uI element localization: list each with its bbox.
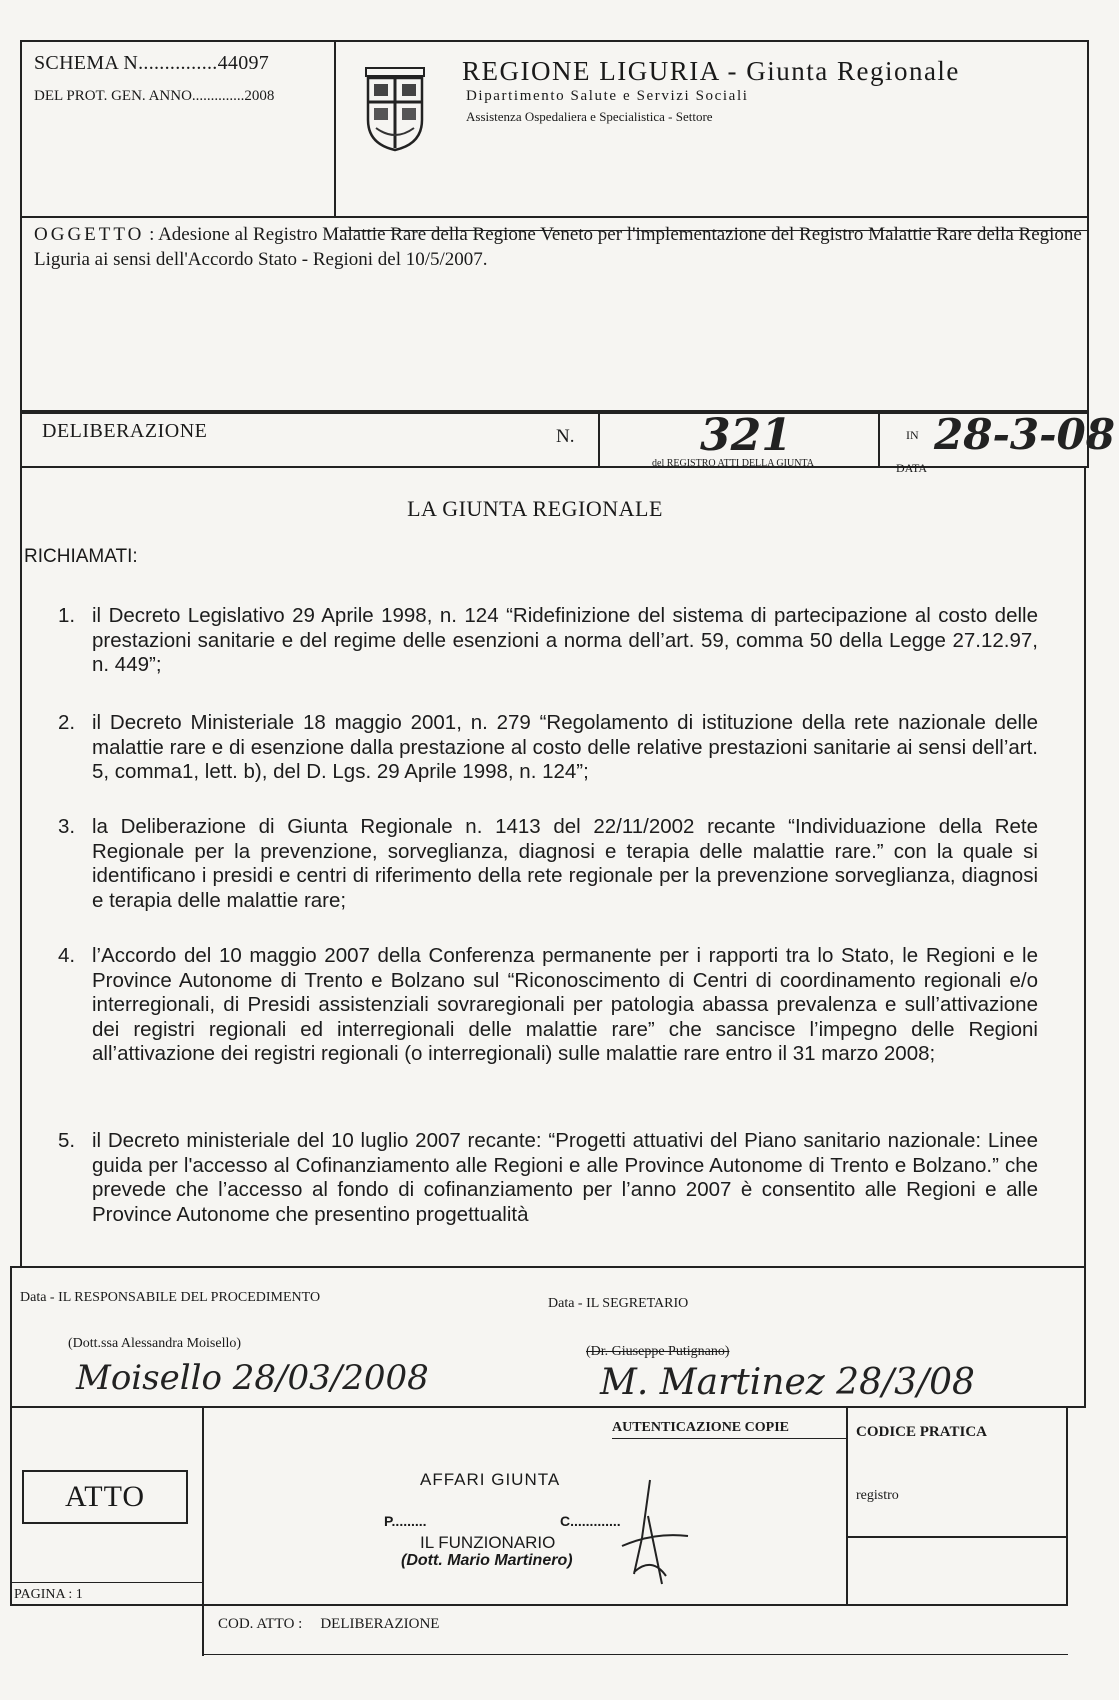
body-left-rule: [20, 466, 22, 1266]
oggetto-block: [34, 222, 1084, 272]
list-item: [58, 604, 1038, 684]
number-label: N.: [556, 426, 575, 447]
funzionario-name: (Dott. Mario Martinero): [401, 1552, 573, 1569]
funzionario-signature-mark: [604, 1476, 694, 1588]
registro-value: registro: [856, 1488, 899, 1503]
deliberazione-label: DELIBERAZIONE: [42, 420, 208, 442]
header-divider: [334, 40, 336, 218]
responsabile-label: Data - IL RESPONSABILE DEL PROCEDIMENTO: [20, 1290, 321, 1305]
signature-left-rule: [10, 1266, 12, 1406]
list-item: [58, 711, 1038, 791]
responsabile-name: (Dott.ssa Alessandra Moisello): [68, 1336, 242, 1351]
item-text: il Decreto Ministeriale 18 maggio 2001, n. 279 “Regolamento di istituzione della rete nazionale delle malattie rare e di esenzione dalla prestazione al costo delle relative prestazioni sanitarie ai sensi dell’art. 5, comma1, lett. b), del D. Lgs. 29 Aprile 1998, n. 124”;: [92, 711, 1038, 783]
oggetto-label: OGGETTO: [34, 224, 145, 245]
item-text: la Deliberazione di Giunta Regionale n. 1413 del 22/11/2002 recante “Individuazione della Rete Regionale per la prevenzione, sorveglianza, diagnosi e terapia delle malattie rare.” con la quale si identificano i presidi e centri di riferimento della rete regionale per la prevenzione sorveglianza, diagnosi e terapia delle malattie rare;: [92, 815, 1038, 912]
data-label: DATA: [896, 461, 928, 475]
codice-rule: [846, 1536, 1066, 1538]
footer-divider-1: [202, 1406, 204, 1656]
funzionario-label: IL FUNZIONARIO: [420, 1533, 556, 1552]
footer-divider-2: [846, 1406, 848, 1606]
header-bottom-rule: [20, 216, 1087, 218]
footer-top-rule: [10, 1406, 1086, 1408]
region-title: REGIONE LIGURIA - Giunta Regionale: [462, 56, 960, 86]
footer-left-rule: [10, 1406, 12, 1606]
item-text: il Decreto Legislativo 29 Aprile 1998, n. 124 “Ridefinizione del sistema di partecipazione al costo delle prestazioni sanitarie e del regime delle esenzioni a norma dell’art. 59, comma 50 della Legge 27.12.97, n. 449”;: [92, 604, 1038, 676]
cod-atto-label: COD. ATTO :: [218, 1616, 303, 1632]
list-item: [58, 815, 1038, 925]
region-coat-of-arms-logo: [362, 62, 428, 154]
affari-giunta-stamp: AFFARI GIUNTA: [420, 1470, 561, 1489]
stamp-p-line: P.........: [384, 1513, 427, 1529]
item-text: l’Accordo del 10 maggio 2007 della Conferenza permanente per i rapporti tra lo Stato, le Regioni e le Province Autonome di Trento e Bolzano sul “Riconoscimento di Centri di coordinamento regionali e/o interregionali, di Presidi assistenziali sovraregionali per patologia abassa prevalenza e sull’attivazione dei registri regionali ed interregionali delle malattie rare” che sancisce l’impegno delle Regioni all’attivazione dei registri regionali (o interregionali) sulle malattie rare entro il 31 marzo 2008;: [92, 944, 1038, 1065]
item-number: 3.: [58, 815, 76, 838]
richiamati-label: RICHIAMATI:: [24, 546, 138, 567]
pagina-rule: [10, 1582, 202, 1583]
stamp-c-line: C.............: [560, 1513, 621, 1529]
list-item: [58, 944, 1038, 1104]
segretario-label: Data - IL SEGRETARIO: [548, 1296, 689, 1311]
item-text: il Decreto ministeriale del 10 luglio 2007 recante: “Progetti attuativi del Piano sanitario nazionale: Linee guida per l'accesso al Cofinanziamento alle Regioni e alle Province Autonome di Trento e Bolzano.” che prevede che l’accesso al fondo di cofinanziamento per l’anno 2007 è consentito alle Regioni e alle Province Autonome che presentino progettualità: [92, 1129, 1038, 1226]
item-number: 2.: [58, 711, 76, 734]
codice-pratica: CODICE PRATICA: [856, 1424, 987, 1440]
segretario-signature: M. Martinez 28/3/08: [600, 1362, 975, 1403]
atto-label: ATTO: [22, 1470, 188, 1524]
body-right-rule: [1084, 466, 1086, 1266]
item-number: 5.: [58, 1129, 76, 1152]
cod-atto-value: DELIBERAZIONE: [320, 1616, 440, 1632]
signature-right-rule: [1084, 1266, 1086, 1406]
responsabile-signature: Moisello 28/03/2008: [76, 1358, 429, 1398]
list-item: [58, 1129, 1038, 1239]
autent-rule: [612, 1438, 846, 1439]
registro-note: del REGISTRO ATTI DELLA GIUNTA: [652, 458, 814, 469]
cod-atto: [218, 1616, 439, 1633]
item-number: 4.: [58, 944, 76, 967]
sector-name: Assistenza Ospedaliera e Specialistica - Settore: [466, 109, 713, 124]
delib-divider-1: [598, 410, 600, 466]
handwritten-date: 28-3-08: [934, 410, 1115, 459]
schema-number: SCHEMA N...............44097: [34, 52, 270, 74]
footer-bottom-rule: [10, 1604, 1068, 1606]
giunta-heading: LA GIUNTA REGIONALE: [407, 496, 663, 521]
signature-top-rule: [10, 1266, 1086, 1268]
department-name: Dipartimento Salute e Servizi Sociali: [466, 88, 749, 104]
in-label: IN: [906, 428, 919, 442]
item-number: 1.: [58, 604, 76, 627]
segretario-name: (Dr. Giuseppe Putignano): [586, 1344, 730, 1359]
page-number: PAGINA : 1: [14, 1587, 83, 1602]
footer-right-rule: [1066, 1406, 1068, 1606]
autenticazione-copie: AUTENTICAZIONE COPIE: [612, 1420, 789, 1435]
prot-year: DEL PROT. GEN. ANNO..............2008: [34, 88, 275, 104]
handwritten-number: 321: [700, 410, 792, 461]
delib-divider-2: [878, 410, 880, 466]
cod-atto-rule: [202, 1654, 1068, 1655]
oggetto-text: : Adesione al Registro Malattie Rare della Regione Veneto per l'implementazione del Registro Malattie Rare della Regione Liguria ai sensi dell'Accordo Stato - Regioni del 10/5/2007.: [34, 224, 1082, 270]
